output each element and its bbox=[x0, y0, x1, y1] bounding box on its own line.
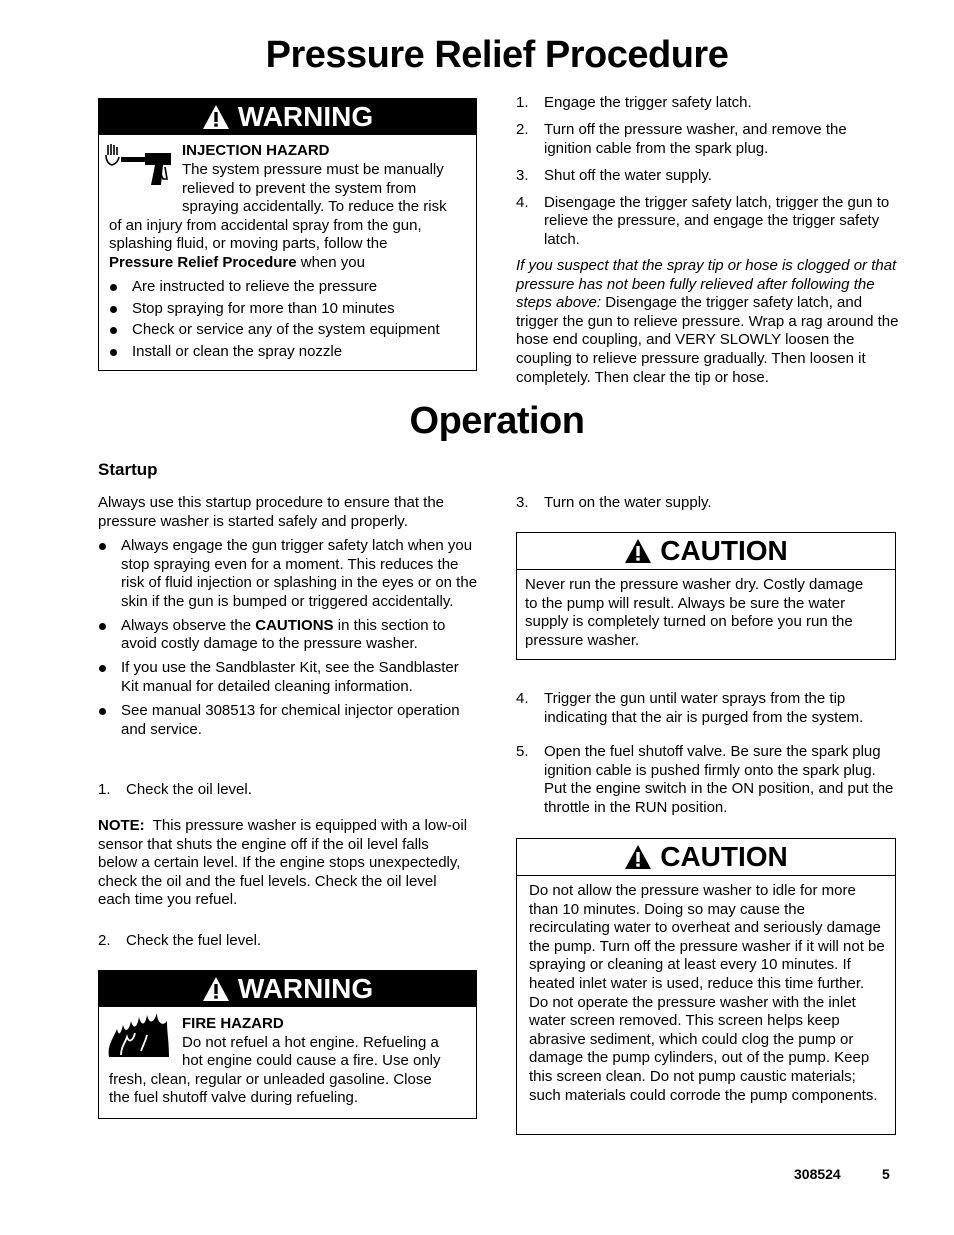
fire-hazard-warning-box bbox=[98, 970, 477, 1119]
relief-note-italic: If you suspect that the spray tip or hose is clogged or that pressure has not been fully relieved after following the steps above: bbox=[516, 257, 897, 312]
list-item: Install or clean the spray nozzle bbox=[109, 343, 469, 362]
injection-hazard-text-1: The system pressure must be manually bbox=[182, 161, 444, 178]
warning-label: WARNING bbox=[237, 973, 374, 1004]
step-text: Shut off the water supply. bbox=[544, 166, 712, 184]
injection-hazard-text-6 bbox=[109, 254, 365, 273]
low-oil-note bbox=[98, 817, 472, 910]
fire-hazard-text-2: hot engine could cause a fire. Use only bbox=[182, 1052, 441, 1070]
pressure-relief-conditions-list bbox=[109, 278, 469, 361]
startup-step-4 bbox=[516, 690, 898, 726]
injection-hazard-text-3: spraying accidentally. To reduce the risk bbox=[182, 198, 447, 216]
step-text: Open the fuel shutoff valve. Be sure the spark plug ignition cable is pushed firmly onto the spark plug. Put the engine switch in the ON position, and put the throttle in the RUN position. bbox=[544, 743, 894, 816]
document-number: 308524 bbox=[794, 1166, 841, 1182]
startup-heading: Startup bbox=[98, 460, 158, 479]
fire-hazard-text-4: the fuel shutoff valve during refueling. bbox=[109, 1089, 359, 1107]
spray-gun-injection-icon bbox=[103, 143, 175, 189]
note-text: This pressure washer is equipped with a low-oil sensor that shuts the engine off if the oil level falls below a certain level. If the engine stops unexpectedly, check the oil and the fuel levels. Check the oil level each time you refuel. bbox=[98, 817, 472, 909]
injection-hazard-text-5: splashing fluid, or moving parts, follow the bbox=[109, 235, 388, 253]
injection-hazard-text-2: relieved to prevent the system from bbox=[182, 179, 417, 197]
caution-text: Never run the pressure washer dry. Costly damage to the pump will result. Always be sure the water supply is completely turned on before you run the pressure washer. bbox=[525, 576, 864, 649]
list-item: Are instructed to relieve the pressure bbox=[109, 278, 469, 297]
step-number: 5. bbox=[516, 743, 529, 760]
list-item: Stop spraying for more than 10 minutes bbox=[109, 300, 469, 319]
list-item: See manual 308513 for chemical injector operation and service. bbox=[98, 702, 480, 739]
startup-bullets bbox=[98, 537, 480, 739]
fire-hazard-text-1: Do not refuel a hot engine. Refueling a bbox=[182, 1033, 439, 1051]
step-number: 3. bbox=[516, 166, 529, 184]
pressure-relief-steps bbox=[516, 94, 898, 249]
caution-triangle-icon bbox=[624, 538, 652, 564]
section-title-operation: Operation bbox=[409, 400, 585, 442]
pressure-relief-procedure-ref: Pressure Relief Procedure bbox=[109, 254, 297, 271]
fire-flames-icon bbox=[107, 1011, 171, 1059]
step-text: Engage the trigger safety latch. bbox=[544, 94, 752, 111]
step-number: 1. bbox=[516, 94, 529, 111]
bullet-text: in this section to avoid costly damage to the pressure washer. bbox=[121, 616, 446, 653]
fire-hazard-text-3: fresh, clean, regular or unleaded gasoline. Close bbox=[109, 1070, 432, 1088]
step-text: Turn off the pressure washer, and remove the ignition cable from the spark plug. bbox=[544, 120, 847, 157]
step-text: Turn on the water supply. bbox=[544, 494, 712, 511]
startup-step-3 bbox=[516, 494, 712, 513]
when-you-text: when you bbox=[296, 254, 365, 271]
startup-step-2 bbox=[98, 932, 262, 951]
idle-caution-box bbox=[516, 838, 896, 1135]
list-item: If you use the Sandblaster Kit, see the Sandblaster Kit manual for detailed cleaning information. bbox=[98, 659, 480, 696]
list-item bbox=[98, 617, 480, 654]
step-text: Disengage the trigger safety latch, trigger the gun to relieve the pressure, and engage the trigger safety latch. bbox=[544, 193, 890, 248]
relief-clogged-note bbox=[516, 257, 900, 387]
cautions-ref: CAUTIONS bbox=[255, 616, 334, 634]
step-number: 4. bbox=[516, 193, 529, 211]
page-number: 5 bbox=[882, 1166, 890, 1182]
list-item: Always engage the gun trigger safety latch when you stop spraying even for a moment. This reduces the risk of fluid injection or splashing in the eyes or on the skin if the gun is bumped or triggered accidentally. bbox=[98, 537, 480, 611]
list-item: Check or service any of the system equipment bbox=[109, 321, 469, 340]
step-number: 1. bbox=[98, 781, 111, 798]
step-number: 2. bbox=[516, 120, 529, 138]
step-text: Trigger the gun until water sprays from the tip indicating that the air is purged from the system. bbox=[544, 690, 864, 726]
injection-hazard-title: INJECTION HAZARD bbox=[182, 142, 330, 159]
step-number: 2. bbox=[98, 932, 111, 949]
startup-intro: Always use this startup procedure to ensure that the pressure washer is started safely and properly. bbox=[98, 494, 445, 530]
warning-header bbox=[99, 99, 476, 135]
page-title-pressure-relief: Pressure Relief Procedure bbox=[265, 34, 729, 76]
startup-step-5 bbox=[516, 743, 898, 816]
dry-run-caution-box bbox=[516, 532, 896, 660]
relief-note-text: Disengage the trigger safety latch, and trigger the gun to relieve pressure. Wrap a rag around the hose end coupling, and VERY SLOWLY loosen the coupling to relieve pressure gradually. Then loosen it completely. Then clear the tip or hose. bbox=[516, 294, 899, 386]
caution-label: CAUTION bbox=[660, 841, 788, 872]
list-item bbox=[516, 121, 898, 158]
warning-triangle-icon bbox=[202, 104, 230, 130]
list-item bbox=[516, 194, 898, 250]
caution-header bbox=[517, 533, 895, 570]
startup-step-1 bbox=[98, 781, 252, 800]
bullet-text: Always observe the bbox=[121, 616, 256, 634]
caution-triangle-icon bbox=[624, 844, 652, 870]
warning-header bbox=[99, 971, 476, 1007]
injection-hazard-text-4: of an injury from accidental spray from the gun, bbox=[109, 216, 422, 234]
fire-hazard-title: FIRE HAZARD bbox=[182, 1015, 284, 1032]
caution-label: CAUTION bbox=[660, 535, 788, 566]
list-item bbox=[516, 94, 898, 113]
caution-header bbox=[517, 839, 895, 876]
caution-text: Do not allow the pressure washer to idle for more than 10 minutes. Doing so may cause the recirculating water to overheat and seriously damage the pump. Turn off the pressure washer if it will not be spraying or cleaning at least every 10 minutes. If heated inlet water is used, reduce this time further. Do not operate the pressure washer with the inlet water screen removed. This screen helps keep abrasive sediment, which could clog the pump or damage the pump cylinders, out of the pump. Keep this screen clean. Do not pump caustic materials; such materials could corrode the pump components. bbox=[529, 882, 885, 1104]
step-text: Check the oil level. bbox=[126, 781, 252, 798]
step-number: 4. bbox=[516, 690, 529, 707]
warning-label: WARNING bbox=[237, 101, 374, 132]
warning-triangle-icon bbox=[202, 976, 230, 1002]
step-text: Check the fuel level. bbox=[126, 932, 262, 949]
injection-hazard-warning-box bbox=[98, 98, 477, 371]
step-number: 3. bbox=[516, 494, 529, 511]
note-label: NOTE: bbox=[98, 817, 145, 834]
list-item bbox=[516, 167, 898, 186]
